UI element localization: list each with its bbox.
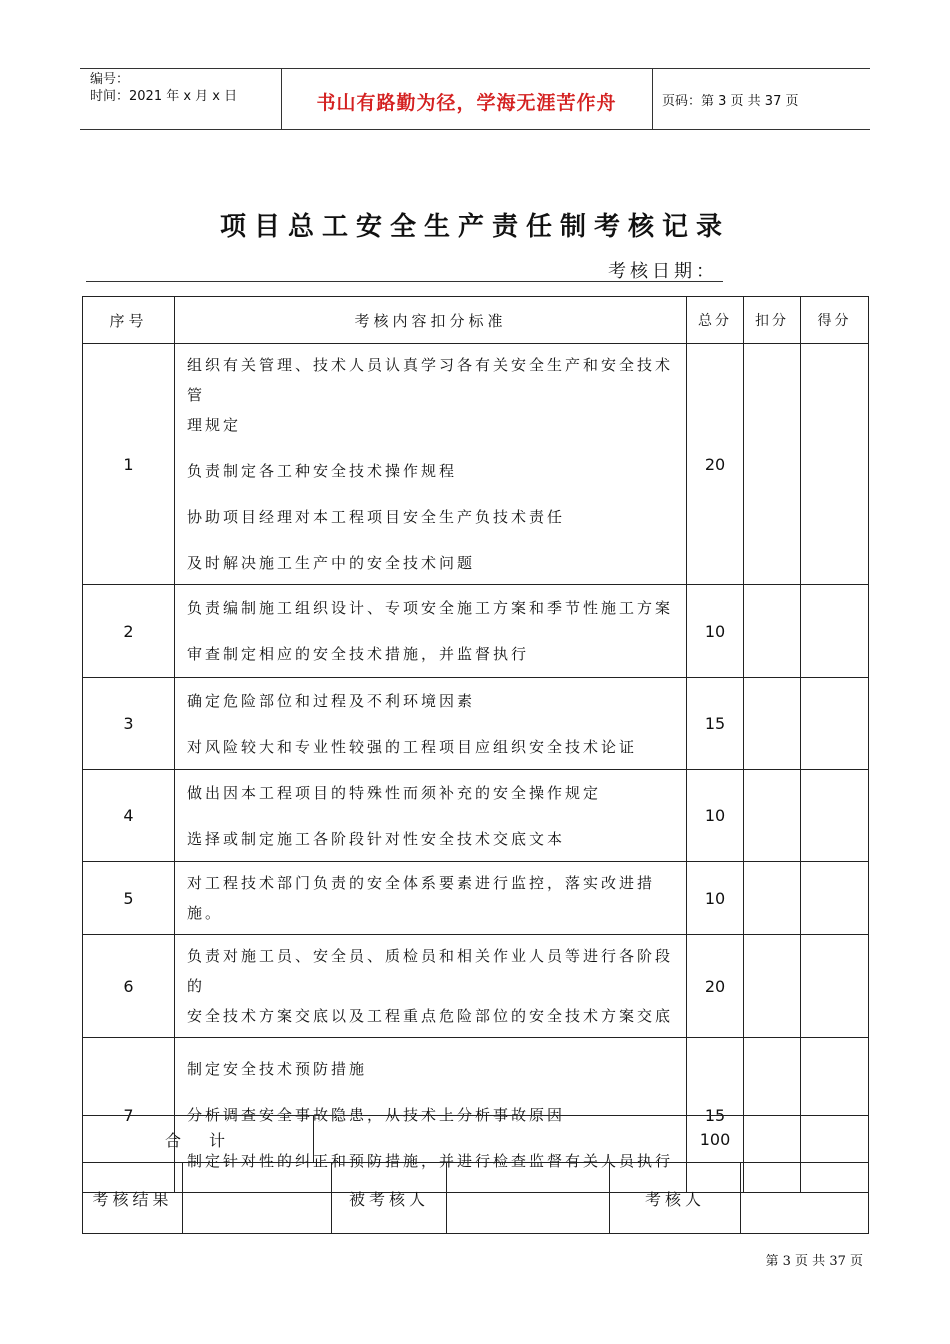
row-seq: 6 <box>83 935 175 1038</box>
row-deduct <box>744 678 801 770</box>
row-content <box>175 585 687 678</box>
row-score <box>801 770 869 862</box>
col-header-content: 考核内容扣分标准 <box>175 297 687 344</box>
row-seq: 7 <box>83 1038 175 1193</box>
date-underline <box>86 281 723 282</box>
row-deduct <box>744 770 801 862</box>
motto: 书山有路勤为径，学海无涯苦作舟 <box>316 92 617 114</box>
content-line: 对工程技术部门负责的安全体系要素进行监控，落实改进措施。 <box>187 874 656 922</box>
assessment-date-label: 考核日期： <box>608 261 718 282</box>
content-line: 协助项目经理对本工程项目安全生产负技术责任 <box>187 508 566 526</box>
row-seq: 1 <box>83 344 175 585</box>
row-seq: 5 <box>83 862 175 935</box>
content-line: 对风险较大和专业性较强的工程项目应组织安全技术论证 <box>187 737 638 756</box>
content-line: 分析调查安全事故隐患，从技术上分析事故原因 <box>187 1106 566 1124</box>
header-page-cell <box>652 69 870 129</box>
col-header-deduct: 扣分 <box>744 297 801 344</box>
row-score <box>801 862 869 935</box>
sum-score <box>801 1116 869 1163</box>
assessee-field <box>447 1163 610 1234</box>
table-row <box>83 678 869 770</box>
content-line: 负责对施工员、安全员、质检员和相关作业人员等进行各阶段的 <box>187 947 674 995</box>
content-line: 安全技术方案交底以及工程重点危险部位的安全技术方案交底 <box>187 1007 674 1025</box>
page-header <box>80 68 870 130</box>
row-content <box>175 935 687 1038</box>
row-content <box>175 344 687 585</box>
row-seq: 2 <box>83 585 175 678</box>
signature-table <box>82 1162 869 1234</box>
sum-table <box>82 1115 869 1163</box>
sum-label: 合 计 <box>83 1116 314 1163</box>
row-score <box>801 585 869 678</box>
content-line: 做出因本工程项目的特殊性而须补充的安全操作规定 <box>187 783 602 802</box>
col-header-total: 总分 <box>687 297 744 344</box>
content-line: 审查制定相应的安全技术措施，并监督执行 <box>187 645 530 663</box>
content-line: 负责制定各工种安全技术操作规程 <box>187 462 458 480</box>
row-seq: 3 <box>83 678 175 770</box>
row-total: 15 <box>687 678 744 770</box>
content-line: 组织有关管理、技术人员认真学习各有关安全生产和安全技术管 <box>187 356 674 404</box>
content-line: 及时解决施工生产中的安全技术问题 <box>187 554 476 572</box>
col-header-score: 得分 <box>801 297 869 344</box>
row-score <box>801 678 869 770</box>
document-number: 编号： <box>90 72 130 87</box>
assessment-table <box>82 296 869 1193</box>
assessor-field <box>741 1163 869 1234</box>
col-header-seq: 序号 <box>83 297 175 344</box>
row-total: 15 <box>687 1038 744 1193</box>
result-field <box>183 1163 332 1234</box>
table-row <box>83 770 869 862</box>
document-time: 时间：2021 年 x 月 x 日 <box>90 89 238 104</box>
row-deduct <box>744 585 801 678</box>
sum-blank <box>314 1116 687 1163</box>
table-row <box>83 585 869 678</box>
row-total: 20 <box>687 344 744 585</box>
content-line: 选择或制定施工各阶段针对性安全技术交底文本 <box>187 829 566 848</box>
row-score <box>801 344 869 585</box>
sum-total: 100 <box>687 1116 744 1163</box>
row-seq: 4 <box>83 770 175 862</box>
sum-row <box>83 1116 869 1163</box>
content-line: 确定危险部位和过程及不利环境因素 <box>187 691 476 710</box>
table-row <box>83 862 869 935</box>
content-line: 制定安全技术预防措施 <box>187 1060 368 1078</box>
assessor-label: 考核人 <box>610 1163 741 1234</box>
result-label: 考核结果 <box>83 1163 183 1234</box>
table-row <box>83 935 869 1038</box>
header-motto-cell <box>281 69 653 129</box>
assessee-label: 被考核人 <box>332 1163 447 1234</box>
table-header-row <box>83 297 869 344</box>
table-row <box>83 344 869 585</box>
signature-row <box>83 1163 869 1234</box>
row-deduct <box>744 935 801 1038</box>
row-total: 10 <box>687 862 744 935</box>
row-content <box>175 770 687 862</box>
row-total: 10 <box>687 585 744 678</box>
page-indicator: 页码：第 3 页 共 37 页 <box>662 94 799 109</box>
row-total: 20 <box>687 935 744 1038</box>
row-content <box>175 678 687 770</box>
row-score <box>801 935 869 1038</box>
row-content <box>175 862 687 935</box>
content-line: 制定针对性的纠正和预防措施，并进行检查监督有关人员执行 <box>187 1152 674 1170</box>
page-footer: 第 3 页 共 37 页 <box>765 1254 863 1269</box>
content-line: 负责编制施工组织设计、专项安全施工方案和季节性施工方案 <box>187 599 674 617</box>
header-meta <box>80 69 282 129</box>
sum-deduct <box>744 1116 801 1163</box>
row-deduct <box>744 862 801 935</box>
row-total: 10 <box>687 770 744 862</box>
row-deduct <box>744 344 801 585</box>
page-title: 项目总工安全生产责任制考核记录 <box>219 212 730 242</box>
content-line: 理规定 <box>187 416 242 434</box>
